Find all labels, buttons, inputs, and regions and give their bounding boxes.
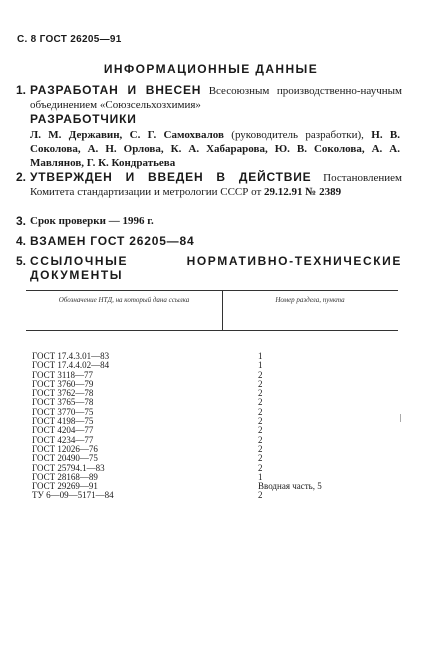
table-cell-document: ГОСТ 4198—75 (32, 416, 94, 427)
table-cell-section: 2 (258, 443, 263, 454)
table-cell-document: ГОСТ 17.4.4.02—84 (32, 360, 110, 371)
section-1-text: Всесоюзным производственно-научным объединением «Союзсельхозхимия» (30, 85, 402, 111)
table-cell-section: 2 (258, 397, 263, 408)
table-cell-document: ГОСТ 3762—78 (32, 388, 94, 399)
table-cell-document: ГОСТ 20490—75 (32, 453, 98, 464)
table-cell-document: ГОСТ 3770—75 (32, 406, 94, 417)
table-cell-document: ТУ 6—09—5171—84 (32, 490, 114, 501)
section-1-number: 1. (16, 83, 27, 97)
section-2-text: Постановлением Комитета стандартизации и метрологии СССР от (30, 172, 402, 198)
table-cell-document: ГОСТ 4204—77 (32, 425, 94, 436)
table-row (32, 491, 398, 500)
developers-role: (руководитель разработки), (223, 129, 372, 141)
developers-lead: Л. М. Державин, С. Г. Самохвалов (30, 129, 224, 141)
section-5-number: 5. (16, 254, 27, 268)
section-2-date: 29.12.91 (264, 186, 303, 198)
table-cell-document: ГОСТ 29269—91 (32, 481, 98, 492)
section-4-number: 4. (16, 234, 27, 248)
section-2-heading: УТВЕРЖДЕН И ВВЕДЕН В ДЕЙСТВИЕ (30, 170, 312, 184)
table-cell-section: 2 (258, 490, 263, 501)
table-header-document: Обозначение НТД, на который дана ссылка (58, 296, 190, 304)
section-5-heading: ССЫЛОЧНЫЕ НОРМАТИВНО-ТЕХНИЧЕСКИЕ ДОКУМЕНТЫ (30, 254, 402, 282)
table-cell-document: ГОСТ 3765—78 (32, 397, 94, 408)
table-top-rule (26, 290, 398, 291)
document-title: ИНФОРМАЦИОННЫЕ ДАННЫЕ (103, 62, 319, 76)
table-cell-document: ГОСТ 17.4.3.01—83 (32, 351, 110, 361)
table-cell-document: ГОСТ 4234—77 (32, 434, 94, 445)
table-cell-section: 2 (258, 453, 263, 464)
table-cell-section: 2 (258, 434, 263, 445)
developers-list (30, 128, 400, 170)
table-cell-section: 2 (258, 369, 263, 380)
section-1 (30, 83, 402, 112)
table-cell-section: 2 (258, 425, 263, 436)
table-cell-section: 2 (258, 406, 263, 417)
table-cell-section: 2 (258, 416, 263, 427)
table-cell-document: ГОСТ 3118—77 (32, 369, 94, 380)
section-1-heading: РАЗРАБОТАН И ВНЕСЕН (30, 83, 202, 97)
developers-heading: РАЗРАБОТЧИКИ (30, 112, 137, 126)
table-cell-section: 1 (258, 471, 263, 482)
section-2-number-doc: № 2389 (305, 186, 342, 198)
developers-rest: Н. В. Соколова, А. Н. Орлова, К. А. Хабарарова, Ю. В. Соколова, А. А. Мавлянов, Г. К. Кондратьева (30, 129, 401, 169)
table-cell-section: 2 (258, 388, 263, 399)
table-header-section: Номер раздела, пункта (275, 296, 345, 304)
table-cell-section: 1 (258, 360, 263, 371)
section-2-number: 2. (16, 170, 27, 184)
section-3-number: 3. (16, 214, 27, 228)
table-cell-section: 2 (258, 378, 263, 389)
table-cell-section: 1 (258, 351, 263, 361)
table-cell-document: ГОСТ 3760—79 (32, 378, 94, 389)
section-3-text: Срок проверки — 1996 г. (30, 215, 154, 227)
margin-mark (400, 414, 401, 422)
table-cell-section: Вводная часть, 5 (258, 481, 322, 492)
table-cell-document: ГОСТ 25794.1—83 (32, 462, 105, 473)
section-4-heading: ВЗАМЕН ГОСТ 26205—84 (30, 234, 195, 248)
table-cell-section: 2 (258, 462, 263, 473)
page-header: С. 8 ГОСТ 26205—91 (17, 34, 122, 45)
table-header-rule (26, 330, 398, 331)
table-body (32, 352, 398, 501)
section-2 (30, 170, 402, 199)
table-cell-document: ГОСТ 12026—76 (32, 443, 98, 454)
table-cell-document: ГОСТ 28168—89 (32, 471, 98, 482)
